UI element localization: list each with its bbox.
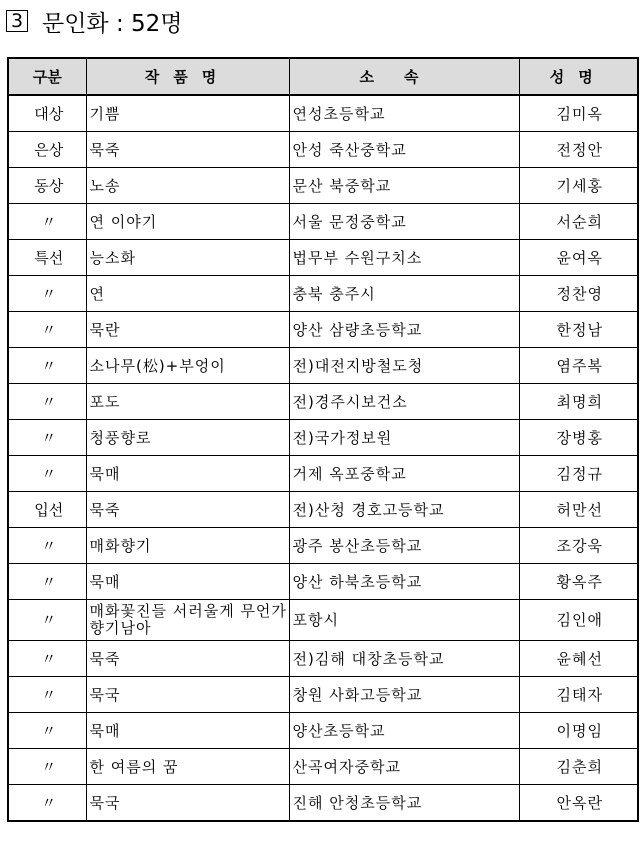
- cell-name: 이명임: [519, 713, 638, 749]
- table-row: [8, 600, 638, 641]
- table-row: [8, 420, 638, 456]
- cell-work: 묵죽: [86, 132, 289, 168]
- cell-grade: 〃: [8, 528, 86, 564]
- table-row: [8, 312, 638, 348]
- cell-name: 한정남: [519, 312, 638, 348]
- cell-grade: 〃: [8, 677, 86, 713]
- cell-name: 김미옥: [519, 95, 638, 132]
- cell-work: 연: [86, 276, 289, 312]
- cell-work: 묵매: [86, 456, 289, 492]
- cell-affiliation: 연성초등학교: [289, 95, 519, 132]
- cell-affiliation: 양산초등학교: [289, 713, 519, 749]
- cell-affiliation: 서울 문정중학교: [289, 204, 519, 240]
- cell-name: 김정규: [519, 456, 638, 492]
- table-row: [8, 677, 638, 713]
- table-row: [8, 276, 638, 312]
- cell-affiliation: 충북 충주시: [289, 276, 519, 312]
- awards-table: [7, 57, 639, 822]
- cell-work: 묵매: [86, 564, 289, 600]
- header-affiliation: 소속: [289, 58, 519, 95]
- section-number-box: 3: [6, 10, 28, 32]
- cell-work: 연 이야기: [86, 204, 289, 240]
- cell-affiliation: 거제 옥포중학교: [289, 456, 519, 492]
- cell-grade: 〃: [8, 312, 86, 348]
- cell-work: 소나무(松)+부엉이: [86, 348, 289, 384]
- cell-affiliation: 양산 삼량초등학교: [289, 312, 519, 348]
- cell-grade: 〃: [8, 600, 86, 641]
- cell-affiliation: 전)산청 경호고등학교: [289, 492, 519, 528]
- cell-grade: 〃: [8, 204, 86, 240]
- cell-affiliation: 문산 북중학교: [289, 168, 519, 204]
- cell-grade: 〃: [8, 785, 86, 822]
- cell-work: 묵국: [86, 677, 289, 713]
- table-row: [8, 132, 638, 168]
- cell-work: 매화향기: [86, 528, 289, 564]
- section-title: 문인화 : 52명: [42, 10, 183, 37]
- section-heading: [6, 6, 183, 36]
- table-row: [8, 528, 638, 564]
- cell-affiliation: 양산 하북초등학교: [289, 564, 519, 600]
- table-row: [8, 95, 638, 132]
- table-row: [8, 204, 638, 240]
- cell-grade: 동상: [8, 168, 86, 204]
- cell-name: 김태자: [519, 677, 638, 713]
- cell-affiliation: 전)국가정보원: [289, 420, 519, 456]
- table-row: [8, 713, 638, 749]
- cell-grade: 〃: [8, 749, 86, 785]
- table-row: [8, 641, 638, 677]
- cell-affiliation: 산곡여자중학교: [289, 749, 519, 785]
- cell-grade: 〃: [8, 641, 86, 677]
- cell-name: 정찬영: [519, 276, 638, 312]
- cell-grade: 〃: [8, 384, 86, 420]
- cell-grade: 〃: [8, 564, 86, 600]
- cell-grade: 〃: [8, 456, 86, 492]
- table-row: [8, 348, 638, 384]
- cell-name: 염주복: [519, 348, 638, 384]
- cell-work: 청풍향로: [86, 420, 289, 456]
- cell-affiliation: 창원 사화고등학교: [289, 677, 519, 713]
- cell-work: 묵란: [86, 312, 289, 348]
- cell-affiliation: 안성 죽산중학교: [289, 132, 519, 168]
- table-row: [8, 564, 638, 600]
- header-grade: 구분: [8, 58, 86, 95]
- cell-work: 한 여름의 꿈: [86, 749, 289, 785]
- table-body: [8, 95, 638, 821]
- cell-grade: 〃: [8, 276, 86, 312]
- cell-affiliation: 포항시: [289, 600, 519, 641]
- table-header-row: [8, 58, 638, 95]
- header-name: 성명: [519, 58, 638, 95]
- cell-grade: 대상: [8, 95, 86, 132]
- cell-work: 묵죽: [86, 641, 289, 677]
- cell-work: 노송: [86, 168, 289, 204]
- table-row: [8, 384, 638, 420]
- cell-grade: 입선: [8, 492, 86, 528]
- cell-affiliation: 전)대전지방철도청: [289, 348, 519, 384]
- cell-name: 윤여옥: [519, 240, 638, 276]
- cell-affiliation: 광주 봉산초등학교: [289, 528, 519, 564]
- table-row: [8, 785, 638, 822]
- cell-affiliation: 전)김해 대창초등학교: [289, 641, 519, 677]
- cell-name: 김인애: [519, 600, 638, 641]
- cell-name: 전정안: [519, 132, 638, 168]
- cell-grade: 특선: [8, 240, 86, 276]
- cell-name: 장병홍: [519, 420, 638, 456]
- table-row: [8, 240, 638, 276]
- cell-name: 기세홍: [519, 168, 638, 204]
- cell-work: 묵국: [86, 785, 289, 822]
- cell-work: 매화꽃진들 서러울게 무언가 향기남아: [86, 600, 289, 641]
- cell-grade: 〃: [8, 713, 86, 749]
- cell-affiliation: 진해 안청초등학교: [289, 785, 519, 822]
- table-row: [8, 749, 638, 785]
- table-row: [8, 168, 638, 204]
- cell-name: 최명희: [519, 384, 638, 420]
- cell-work: 묵죽: [86, 492, 289, 528]
- header-work: 작품명: [86, 58, 289, 95]
- cell-name: 윤혜선: [519, 641, 638, 677]
- cell-name: 서순희: [519, 204, 638, 240]
- table-row: [8, 456, 638, 492]
- cell-name: 김춘희: [519, 749, 638, 785]
- cell-grade: 〃: [8, 420, 86, 456]
- cell-grade: 〃: [8, 348, 86, 384]
- cell-work: 포도: [86, 384, 289, 420]
- cell-name: 조강욱: [519, 528, 638, 564]
- cell-name: 황옥주: [519, 564, 638, 600]
- cell-name: 허만선: [519, 492, 638, 528]
- cell-work: 묵매: [86, 713, 289, 749]
- cell-name: 안옥란: [519, 785, 638, 822]
- cell-grade: 은상: [8, 132, 86, 168]
- table-row: [8, 492, 638, 528]
- cell-affiliation: 법무부 수원구치소: [289, 240, 519, 276]
- cell-affiliation: 전)경주시보건소: [289, 384, 519, 420]
- cell-work: 능소화: [86, 240, 289, 276]
- cell-work: 기쁨: [86, 95, 289, 132]
